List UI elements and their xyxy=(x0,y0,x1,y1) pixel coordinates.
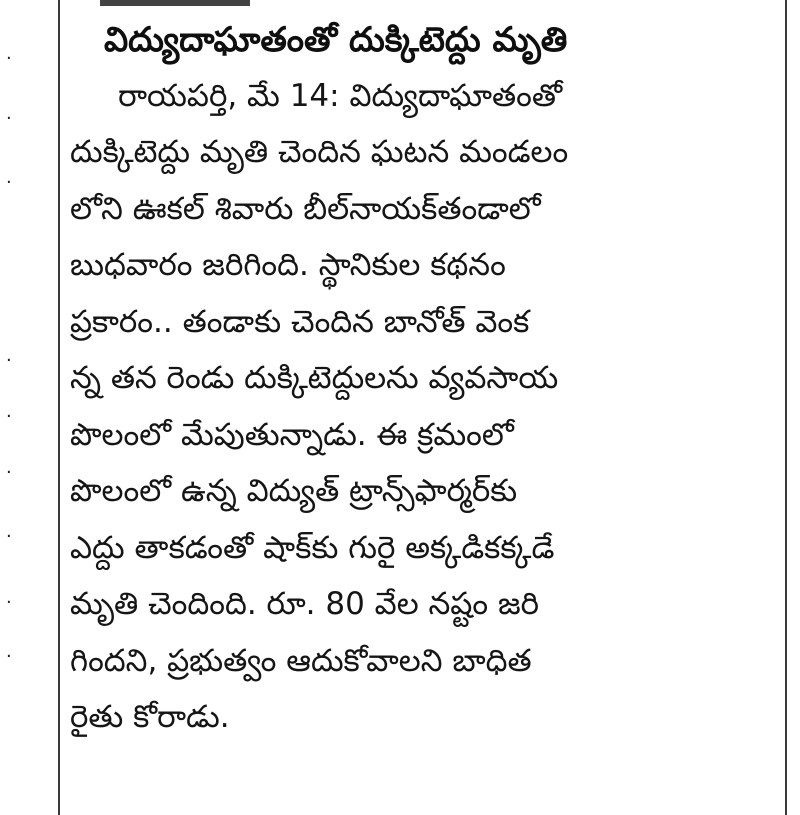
adjacent-column-fragment xyxy=(0,0,28,815)
article-headline: విద్యుదాఘాతంతో దుక్కిటెద్దు మృతి xyxy=(104,20,568,60)
column-fragment-mark: · xyxy=(6,48,12,69)
column-fragment-mark: · xyxy=(6,526,12,547)
article-line: పొలంలో ఉన్న విద్యుత్ ట్రాన్స్‌ఫార్మర్‌కు xyxy=(70,473,518,510)
column-fragment-mark: · xyxy=(6,172,12,193)
column-fragment-mark: · xyxy=(6,646,12,667)
article-line: న్న తన రెండు దుక్కిటెద్దులను వ్యవసాయ xyxy=(70,360,559,397)
article-line: గిందని, ప్రభుత్వం ఆదుకోవాలని బాధిత xyxy=(70,642,532,679)
article-line: మృతి చెందింది. రూ. 80 వేల నష్టం జరి xyxy=(70,586,540,623)
column-fragment-mark: · xyxy=(6,108,12,129)
column-rule-right xyxy=(785,0,787,815)
article-line: రైతు కోరాడు. xyxy=(70,699,230,736)
column-fragment-mark: · xyxy=(6,592,12,613)
article-line: లోని ఊకల్ శివారు బీల్‌నాయక్‌తండాలో xyxy=(70,190,541,227)
article-line: ప్రకారం.. తండాకు చెందిన బానోత్ వెంక xyxy=(70,303,530,340)
column-fragment-mark: · xyxy=(6,462,12,483)
article-line: పొలంలో మేపుతున్నాడు. ఈ క్రమంలో xyxy=(70,416,514,453)
article-body xyxy=(70,68,775,746)
article-line: దుక్కిటెద్దు మృతి చెందిన ఘటన మండలం xyxy=(70,134,569,171)
article-line: బుధవారం జరిగింది. స్థానికుల కథనం xyxy=(70,247,506,284)
article-line: రాయపర్తి, మే 14: విద్యుదాఘాతంతో xyxy=(118,77,563,114)
column-fragment-mark: · xyxy=(6,406,12,427)
article-line: ఎద్దు తాకడంతో షాక్‌కు గురై అక్కడికక్కడే xyxy=(70,529,555,566)
column-fragment-mark: · xyxy=(6,350,12,371)
news-article xyxy=(70,18,775,746)
column-rule-left xyxy=(58,0,60,815)
clipped-previous-text xyxy=(100,0,250,6)
